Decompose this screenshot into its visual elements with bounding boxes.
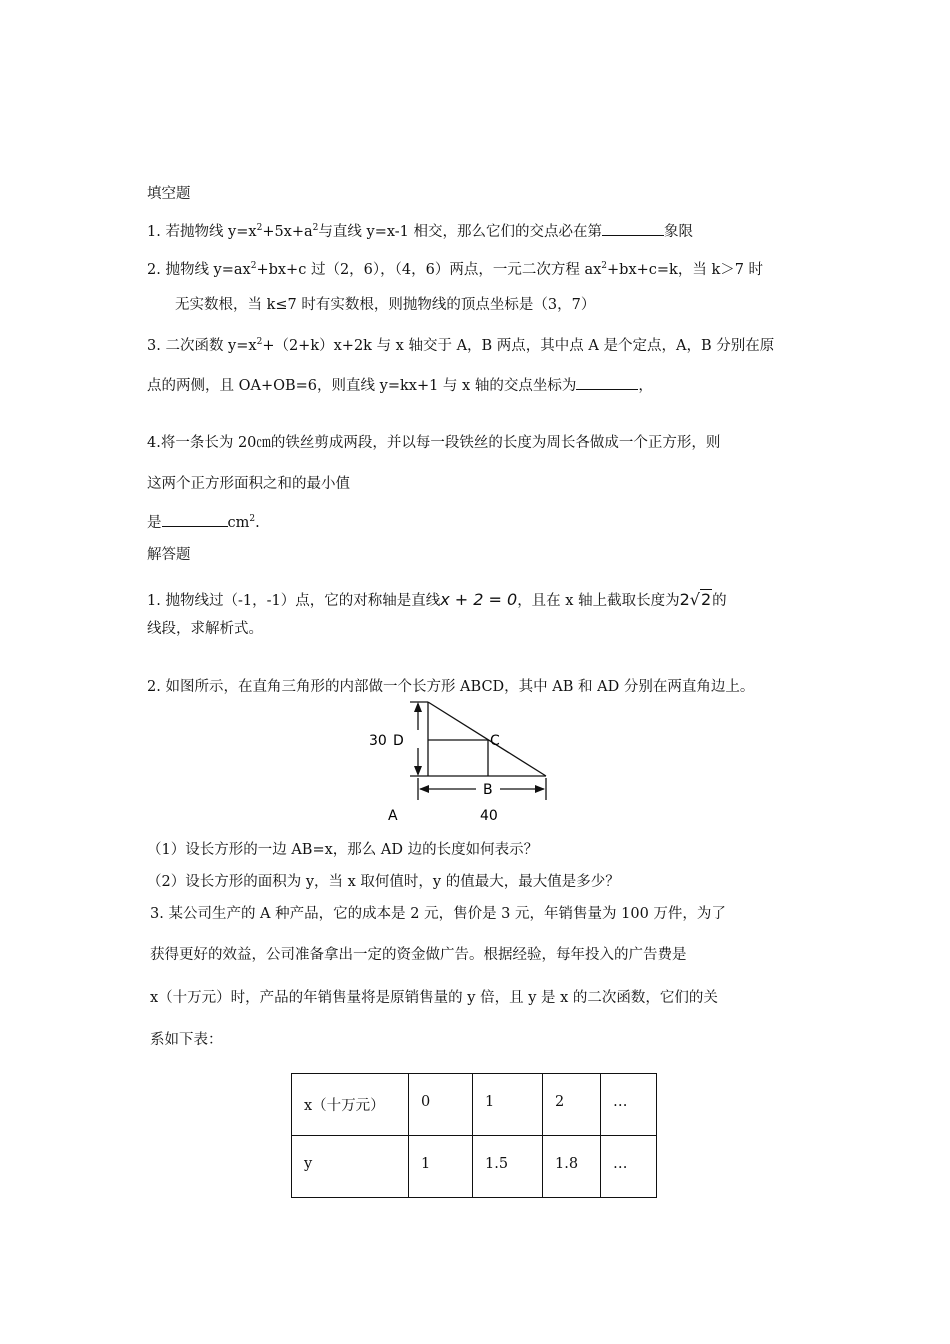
answer-q2-line1: 2. 如图所示，在直角三角形的内部做一个长方形 ABCD，其中 AB 和 AD 分别在两直角边上。 [147,679,755,695]
fill-q4-line3 [147,509,260,533]
q3-text-c: 点的两侧，且 OA+OB=6，则直线 y=kx+1 与 x 轴的交点坐标为 [147,378,577,394]
table-cell: … [601,1136,657,1198]
arrow-down-icon [414,766,422,776]
table-cell: 0 [409,1074,473,1136]
fill-q3-line1 [147,332,774,356]
aq1-equation: x + 2 = 0 [440,590,518,609]
answer-q3-line2: 获得更好的效益，公司准备拿出一定的资金做广告。根据经验，每年投入的广告费是 [150,947,687,963]
q3-text-b: +（2+k）x+2k 与 x 轴交于 A，B 两点，其中点 A 是个定点，A，B 分别在原 [262,337,775,354]
table-cell: 2 [543,1074,601,1136]
fill-q4-line2: 这两个正方形面积之和的最小值 [147,476,350,492]
q1-text-b: +5x+a [262,223,313,240]
arrow-right-icon [535,785,545,793]
answer-q1-line1 [147,590,727,611]
table-cell: y [292,1136,409,1198]
q1-sup1: 2 [256,223,263,233]
label-B: B [483,782,493,798]
q2-text-b: +bx+c 过（2，6），（4，6）两点，一元二次方程 ax [256,261,602,278]
table-cell: 1.5 [473,1136,543,1198]
q3-answer-blank[interactable] [576,374,638,390]
fill-q2-line2: 无实数根，当 k≤7 时有实数根，则抛物线的顶点坐标是（3，7） [175,297,596,313]
table-row [292,1136,657,1198]
q2-sup1: 2 [250,261,257,271]
fill-q3-line2 [147,374,653,396]
q1-text-c: 与直线 y=x-1 相交，那么它们的交点必在第 [318,223,603,240]
fill-heading: 填空题 [147,186,191,202]
q3-sup: 2 [256,337,263,347]
fill-q4-line1: 4.将一条长为 20㎝的铁丝剪成两段，并以每一段铁丝的长度为周长各做成一个正方形，则 [147,435,721,451]
aq1-sqrt-radicand: 2 [700,590,712,609]
aq1-text-c: 的 [712,593,727,609]
answer-heading: 解答题 [147,547,191,563]
table-cell: x（十万元） [292,1074,409,1136]
q1-answer-blank[interactable] [602,220,664,236]
fill-q2-line1 [147,256,763,280]
triangle-hypotenuse [428,702,546,776]
q1-text-a: 1. 若抛物线 y=x [147,223,257,240]
data-table [291,1073,657,1198]
answer-q3-line3: x（十万元）时，产品的年销售量将是原销售量的 y 倍，且 y 是 x 的二次函数，它们的关 [150,990,718,1006]
label-30: 30 [369,733,387,749]
arrow-left-icon [419,785,429,793]
q2-text-c: +bx+c=k，当 k＞7 时 [607,261,764,278]
q3-text-a: 3. 二次函数 y=x [147,337,257,354]
table-cell: 1 [409,1136,473,1198]
answer-q1-line2: 线段，求解析式。 [147,621,263,637]
q2-text-a: 2. 抛物线 y=ax [147,261,251,278]
table-cell: … [601,1074,657,1136]
answer-q3-line1: 3. 某公司生产的 A 种产品，它的成本是 2 元，售价是 3 元，年销售量为 100 万件，为了 [150,906,726,922]
q4-answer-blank[interactable] [162,511,228,527]
answer-q2-sub1: （1）设长方形的一边 AB=x，那么 AD 边的长度如何表示？ [147,842,539,858]
q2-sup2: 2 [601,261,608,271]
arrow-up-icon [414,702,422,712]
fill-q1 [147,218,693,242]
label-C: C [490,733,500,749]
aq1-sqrt-coef: 2 [679,590,690,609]
q1-sup2: 2 [312,223,319,233]
triangle-figure [360,696,560,826]
label-A: A [388,808,398,824]
aq1-text-b: ，且在 x 轴上截取长度为 [517,593,680,609]
q1-text-d: 象限 [664,223,694,240]
table-cell: 1.8 [543,1136,601,1198]
label-40: 40 [480,808,498,824]
aq1-text-a: 1. 抛物线过（-1，-1）点，它的对称轴是直线 [147,593,441,609]
aq1-sqrt: 2√2 [679,590,712,609]
q4-text-a: 是 [147,514,162,531]
answer-q2-sub2: （2）设长方形的面积为 y，当 x 取何值时，y 的值最大，最大值是多少？ [147,874,620,890]
table-row [292,1074,657,1136]
q4-sup: 2 [249,514,256,524]
label-D: D [393,733,404,749]
answer-q3-line4: 系如下表： [150,1032,223,1048]
q4-text-b: cm [227,514,250,531]
q3-text-end: ， [638,378,653,394]
table-cell: 1 [473,1074,543,1136]
q4-text-c: . [255,514,260,531]
